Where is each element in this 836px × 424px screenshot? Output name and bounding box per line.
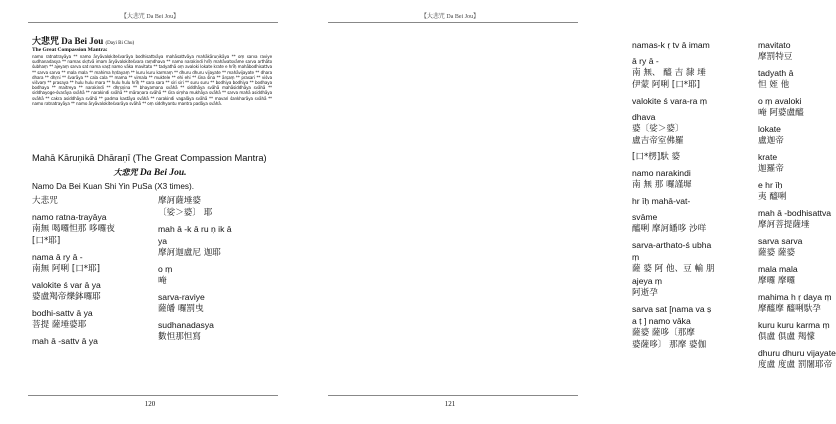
chinese-line: 薩婆 薩哆〔那摩 xyxy=(632,328,695,338)
header-rule xyxy=(328,22,578,23)
romanized-line: hr īḥ mahā-vat- xyxy=(632,196,691,206)
romanized-line: valokite ś var ā ya xyxy=(32,280,101,290)
romanized-line: mavitato xyxy=(758,40,791,50)
chinese-line: 唵 阿婆盧醯 xyxy=(758,108,804,118)
chinese-line: 大悲咒 xyxy=(32,196,58,206)
romanized-line: namas-k ṛ tv ā imam xyxy=(632,40,710,50)
chinese-line: 俱盧 俱盧 羯懞 xyxy=(758,332,816,342)
chinese-line: 伊蒙 阿唎 [口*耶] xyxy=(632,80,701,90)
chinese-line: 南 無、 醯 吉 隸 埵 xyxy=(632,68,706,78)
page-number: 121 xyxy=(444,400,456,408)
chinese-line: 婆盧羯帝爍鉢囉耶 xyxy=(32,292,101,302)
chinese-line: 數怛那怛寫 xyxy=(158,332,201,342)
chinese-line: 摩醯摩 醯唎馱孕 xyxy=(758,304,821,314)
chinese-line: 菩提 薩埵婆耶 xyxy=(32,320,87,330)
romanized-line: lokate xyxy=(758,124,781,134)
chinese-line: 薩婆 薩婆 xyxy=(758,248,796,258)
chinese-line: 摩罰特豆 xyxy=(758,52,793,62)
running-header: 【大悲咒 Da Bei Jou】 xyxy=(120,14,180,20)
romanized-line: o ṃ avaloki xyxy=(758,96,802,106)
romanized-line: a ṭ ] namo vāka xyxy=(632,316,691,326)
romanized-line: e hr īḥ xyxy=(758,180,783,190)
verse-column-right xyxy=(158,195,232,343)
chinese-line: 阿逝孕 xyxy=(632,288,658,298)
romanized-line: namo ratna-trayāya xyxy=(32,212,107,222)
section-title-text: 大悲咒 Da Bei Jou xyxy=(32,36,104,46)
centered-title xyxy=(0,167,300,178)
romanized-line: sarva sat [nama va ṣ xyxy=(632,304,712,314)
namo-line: Namo Da Bei Kuan Shi Yin PuSa (X3 times). xyxy=(32,182,195,191)
chinese-line: 唵 xyxy=(158,276,167,286)
romanized-line: o ṃ xyxy=(158,264,173,274)
chinese-line: 夷 醯唎 xyxy=(758,192,787,202)
romanized-line: ā ry ā - xyxy=(632,56,659,66)
section-subtitle: The Great Compassion Mantra: xyxy=(32,47,108,53)
chinese-line: 摩囉 摩囉 xyxy=(758,276,796,286)
chinese-line: 迦羅帝 xyxy=(758,164,784,174)
romanized-line: mah ā -bodhisattva xyxy=(758,208,832,218)
english-title: Mahā Kāruṇikā Dhāraṇī (The Great Compassion Mantra) xyxy=(32,153,267,163)
romanized-line: bodhi-sattv ā ya xyxy=(32,308,93,318)
header-rule xyxy=(28,22,278,23)
chinese-line: [口*耶] xyxy=(32,236,61,246)
chinese-line: 度盧 度盧 罰闍耶帝 xyxy=(758,360,833,370)
romanized-line: mah ā -sattv ā ya xyxy=(32,336,98,346)
romanized-line: sarva-raviye xyxy=(158,292,205,302)
section-title xyxy=(32,34,134,47)
romanized-line: dhava xyxy=(632,112,656,122)
chinese-line: 婆〔娑＞婆〕 xyxy=(632,124,684,134)
left-page xyxy=(0,0,300,424)
romanized-line: namo narakindi xyxy=(632,168,691,178)
chinese-line: 薩 婆 阿 他、豆 輸 朋 xyxy=(632,264,715,274)
chinese-line: 盧吉帝室佛羅 xyxy=(632,136,684,146)
verse-column-left xyxy=(632,39,714,351)
romanized-line: ya xyxy=(158,236,168,246)
centered-title-rom: Da Bei Jou. xyxy=(139,168,187,178)
running-header: 【大悲咒 Da Bei Jou】 xyxy=(420,14,480,20)
romanized-line: ajeya ṃ xyxy=(632,276,663,286)
romanized-line: sarva sarva xyxy=(758,236,803,246)
chinese-line: 盧迦帝 xyxy=(758,136,784,146)
chinese-line: 摩訶薩埵婆 xyxy=(158,196,201,206)
romanized-line: dhuru dhuru vijayate xyxy=(758,348,836,358)
romanized-line: sudhanadasya xyxy=(158,320,214,330)
chinese-line: 怛 姪 他 xyxy=(758,80,790,90)
chinese-line: 摩訶菩提薩埵 xyxy=(758,220,810,230)
romanized-line: krate xyxy=(758,152,778,162)
chinese-line: 摩訶迦盧尼 迦耶 xyxy=(158,248,221,258)
mantra-full-text: namo ratnatrayāya ** namo āryāvalokiteśvarāya bodhisattvāya mahāsattvāya mahākāruṇikāya ** oṃ sarva raviye sudhanadasya ** namas skṛtvā imam āryāvalokiteśvara raṃdhava ** namo narakindi hrīḥ mahāvatsvāme sarva arthāto śubhaṃ ** ajeyaṃ sarva sat nama vaṣṭ namo vāka mavitato ** tadyathā oṃ avaloki lokate krate e hrīḥ mahābodhisattva ** sarva sarva ** mala mala ** mahima hṛdayaṃ ** kuru kuru karmaṃ ** dhuru dhuru vijayate ** mahāvijayate ** dhara dhara ** dhṛni ** śvarāya ** cala cala ** mama ** vimala ** muktele ** ehi ehi ** śina śina ** ārṣaṃ ** prasari ** viśva viśvaṃ ** prasaya ** hulu hulu mara ** hulu hulu hrīḥ ** sara sara ** siri siri ** suru suru ** bodhiya bodhiya ** bodhaya bodhaya ** maitreya ** narakindi ** dhṛṣṇina ** bhayamana svāhā ** siddhāya svāhā mahāsiddhāya svāhā ** siddhayoge-śvarāya svāhā ** narakindi svāhā ** māraṇara svāhā ** śira siṃha mukhāya svāhā ** sarva mahā asiddhāya svāhā ** cakra asiddhāya svāhā ** padma kastāya svāhā ** narakindi vagalāya svāhā ** mavari śankharāya svāhā ** namo ratnatrayāya ** namo āryāvalokiteśvarāya svāhā ** oṃ siddhyantu mantra padāya svāhā. xyxy=(32,54,272,106)
footer-rule xyxy=(328,395,578,396)
romanized-line: mala mala xyxy=(758,264,798,274)
chinese-line: 婆薩哆〕 那摩 婆伽 xyxy=(632,340,707,350)
romanized-line: mah ā -k ā ru ṇ ik ā xyxy=(158,224,232,234)
romanized-line: sarva-arthato-ś ubha xyxy=(632,240,712,250)
page-number: 120 xyxy=(144,400,156,408)
verse-column-right xyxy=(758,39,836,371)
chinese-line: [口*楞]馱 婆 xyxy=(632,152,681,162)
centered-title-cjk: 大悲咒 xyxy=(113,168,138,177)
romanized-line: tadyath ā xyxy=(758,68,794,78)
right-page xyxy=(300,0,836,424)
romanized-line: kuru kuru karma ṃ xyxy=(758,320,830,330)
romanized-line: ṃ xyxy=(632,252,640,262)
chinese-line: 〔娑＞婆〕 耶 xyxy=(158,208,213,218)
chinese-line: 南無 阿唎 [口*耶] xyxy=(32,264,101,274)
romanized-line: valokite ś vara-ra ṃ xyxy=(632,96,707,106)
chinese-line: 南 無 那 囉謹墀 xyxy=(632,180,692,190)
romanized-line: nama ā ry ā - xyxy=(32,252,83,262)
chinese-line: 南無 喝囉怛那 哆囉夜 xyxy=(32,224,115,234)
romanized-line: mahima h ṛ daya ṃ xyxy=(758,292,832,302)
romanized-line: svāme xyxy=(632,212,658,222)
verse-column-left xyxy=(32,195,115,347)
section-title-note: (Dayi Bi Chu) xyxy=(105,41,135,46)
chinese-line: 醯唎 摩訶皤哆 沙咩 xyxy=(632,224,707,234)
footer-rule xyxy=(28,395,278,396)
chinese-line: 薩皤 囉罰曳 xyxy=(158,304,204,314)
